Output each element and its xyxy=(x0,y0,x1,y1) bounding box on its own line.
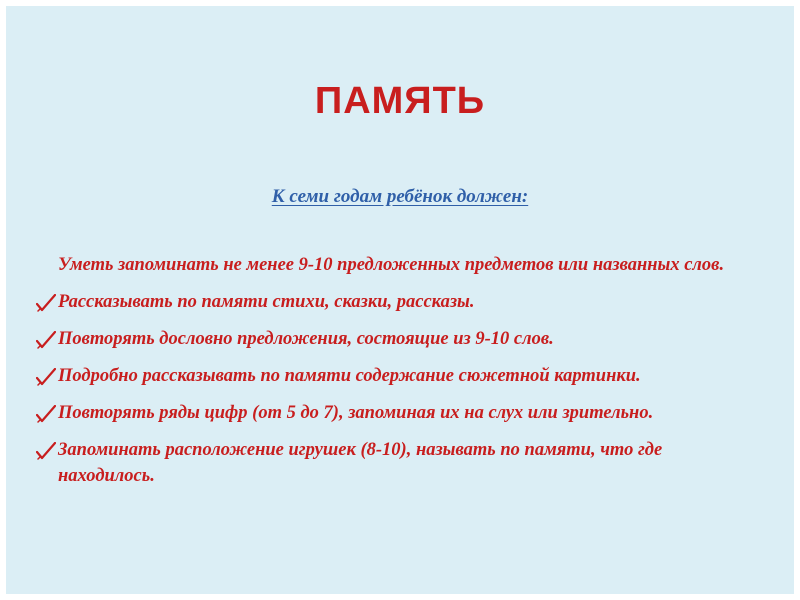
list-item xyxy=(36,252,736,278)
list-item-text: Уметь запоминать не менее 9-10 предложенных предметов или названных слов. xyxy=(58,255,725,275)
list-item-text: Запоминать расположение игрушек (8-10), называть по памяти, что где находилось. xyxy=(58,440,663,486)
missing-glyph-icon xyxy=(44,252,66,278)
list-item xyxy=(36,363,736,389)
slide-subtitle: К семи годам ребёнок должен: xyxy=(271,186,529,207)
list-item-text: Повторять ряды цифр (от 5 до 7), запоминая их на слух или зрительно. xyxy=(58,403,654,423)
list-item xyxy=(36,437,736,489)
list-item-text: Повторять дословно предложения, состоящие из 9-10 слов. xyxy=(58,329,554,349)
list-item-text: Рассказывать по памяти стихи, сказки, рассказы. xyxy=(58,292,475,312)
list-item xyxy=(36,289,736,315)
list-item xyxy=(36,400,736,426)
requirements-list xyxy=(36,252,736,500)
check-pen-icon xyxy=(36,289,58,315)
check-pen-icon xyxy=(36,363,58,389)
slide-title: ПАМЯТЬ xyxy=(314,80,486,122)
check-pen-icon xyxy=(36,326,58,352)
list-item xyxy=(36,326,736,352)
check-pen-icon xyxy=(36,437,58,463)
check-pen-icon xyxy=(36,400,58,426)
list-item-text: Подробно рассказывать по памяти содержание сюжетной картинки. xyxy=(58,366,641,386)
